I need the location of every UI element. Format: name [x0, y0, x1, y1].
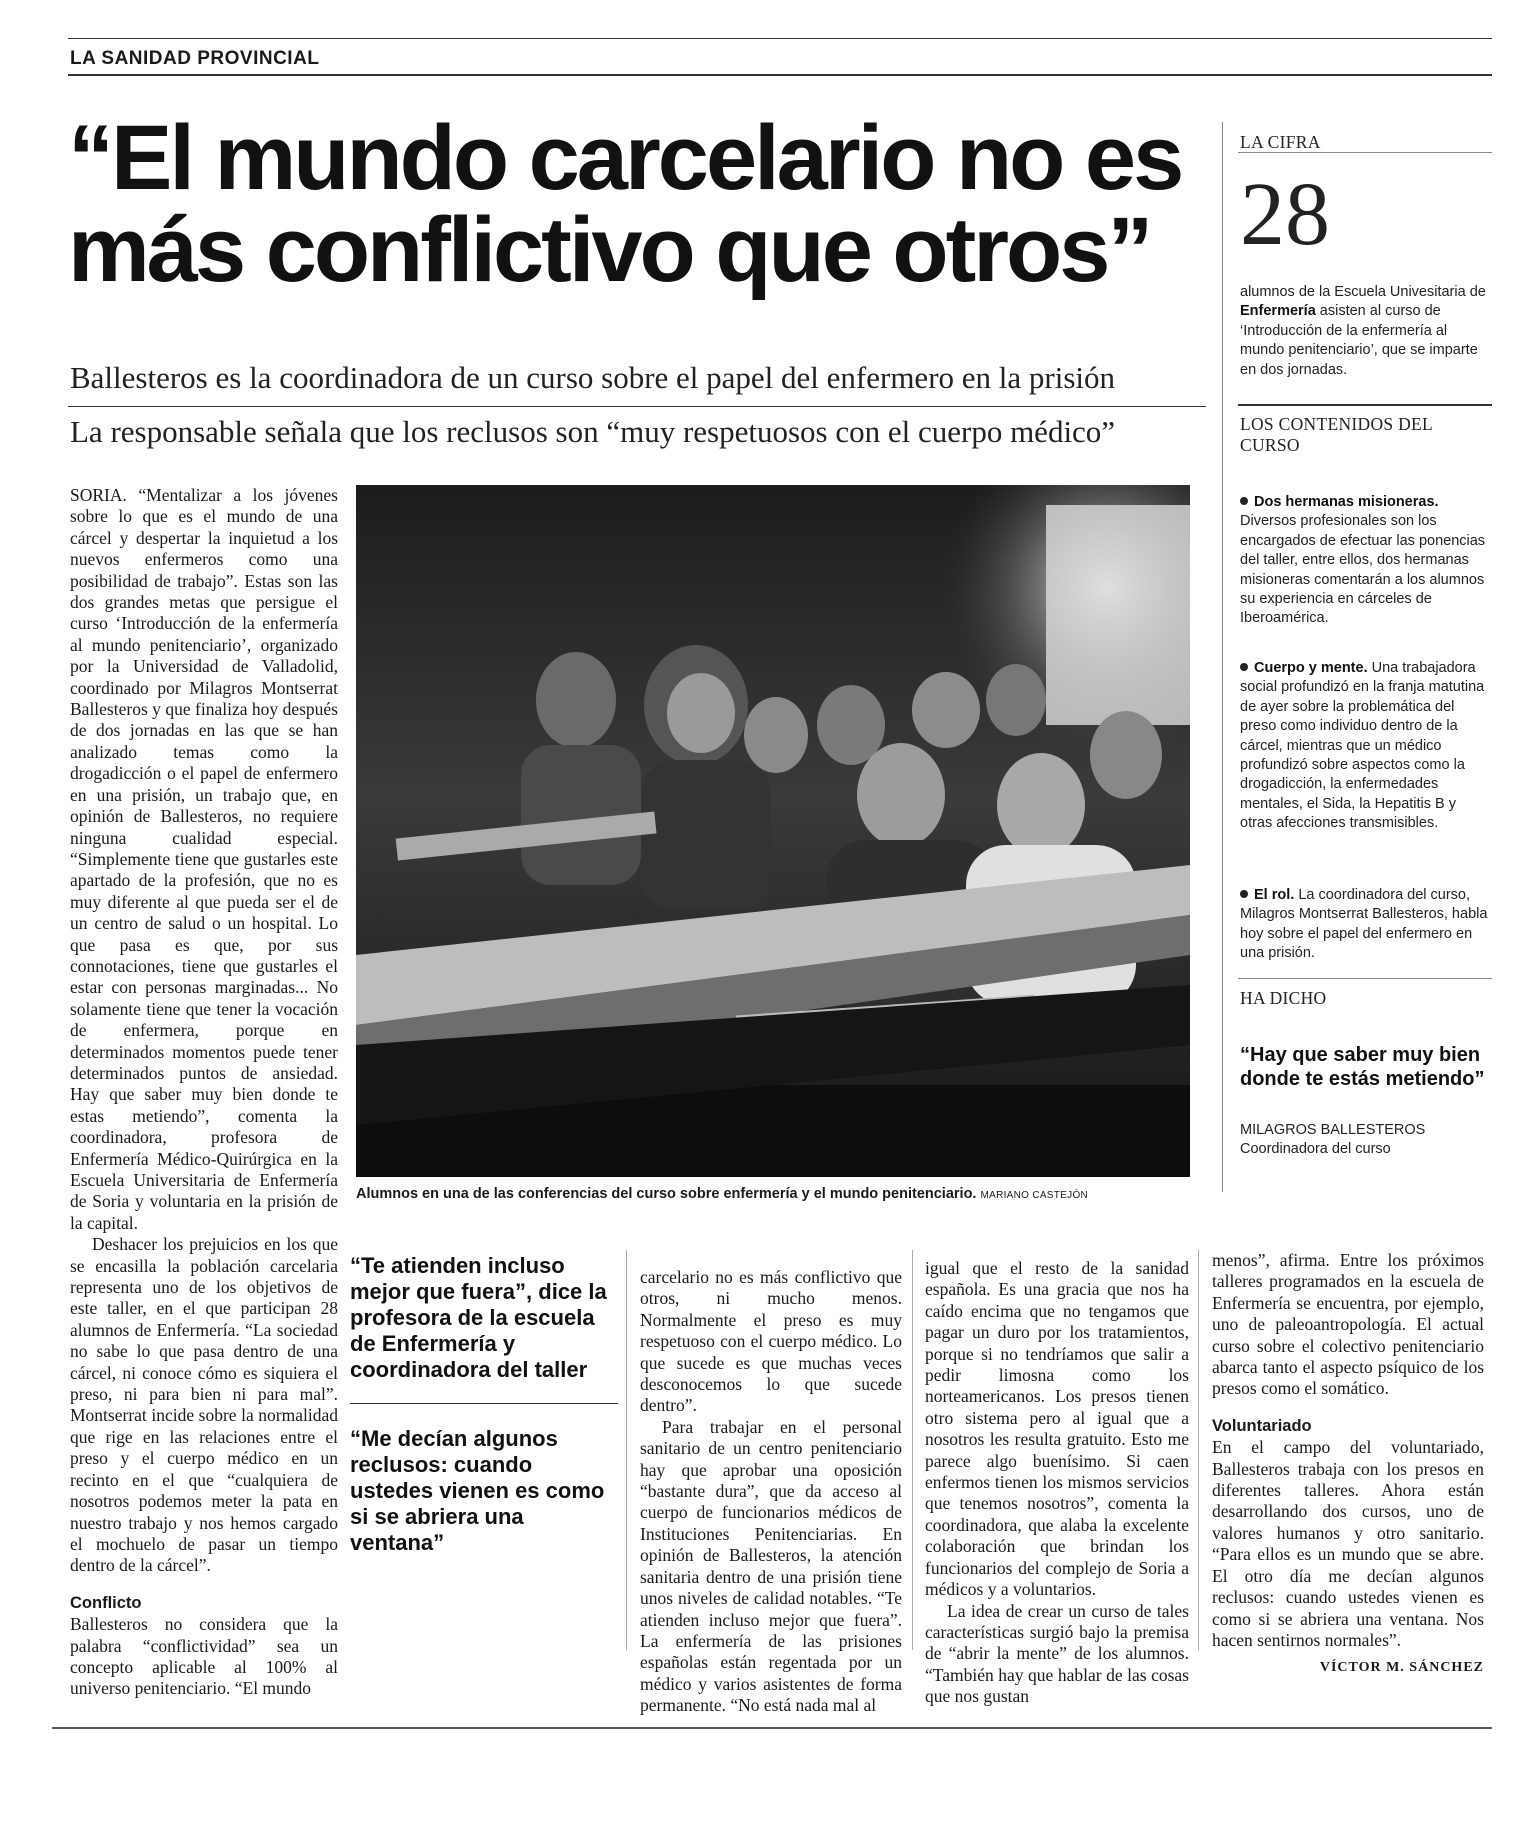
deck-line-2: La responsable señala que los reclusos son “muy respetuosos con el cuerpo médico”	[70, 414, 1116, 449]
paragraph: En el campo del voluntariado, Ballesteros trabaja con los presos en diferentes talleres. Ahora están desarrollando dos cursos, uno de valores humanos y otro sanitario. “Para ellos es un mundo que se abre. El otro día me decían algunos reclusos: cuando ustedes vienen es como si se abriera una ventana. Nos hacen sentirnos normales”.	[1212, 1437, 1484, 1650]
headline: “El mundo carcelario no es más conflictivo que otros”	[68, 107, 1182, 301]
paragraph: Ballesteros no considera que la palabra “conflictividad” sea un concepto aplicable al 100% al universo penitenciario. “El mundo	[70, 1614, 338, 1699]
paragraph: carcelario no es más conflictivo que otros, ni mucho menos. Normalmente el preso es muy respetuoso con el cuerpo médico. Lo que sucede es que muchas veces desconocemos lo que sucede dentro”.	[640, 1267, 902, 1416]
contenidos-rule	[1238, 404, 1492, 406]
hadicho-title: HA DICHO	[1240, 988, 1327, 1008]
column-1	[70, 485, 338, 1700]
hadicho-rule	[1238, 978, 1492, 979]
section-title: LA SANIDAD PROVINCIAL	[70, 48, 320, 69]
author-signature: VÍCTOR M. SÁNCHEZ	[1319, 1660, 1484, 1676]
sidebar-quote: “Hay que saber muy bien donde te estás metiendo”	[1240, 1044, 1485, 1090]
cifra-number: 28	[1240, 165, 1330, 264]
classroom-photo-image	[356, 485, 1190, 1177]
paragraph: SORIA. “Mentalizar a los jóvenes sobre lo que es el mundo de una cárcel y despertar la inquietud a los nuevos enfermeros como una posibilidad de trabajo”. Estas son las dos grandes metas que persigue el curso ‘Introducción de la enfermería al mundo penitenciario’, organizado por la Universidad de Valladolid, coordinado por Milagros Montserrat Ballesteros y que finaliza hoy después de dos jornadas en las que se han analizado temas como la drogadicción o el papel de enfermero en una prisión, un trabajo que, en opinión de Ballesteros, no requiere ninguna cualidad especial. “Simplemente tiene que gustarles este apartado de la profesión, que no es muy diferente al que pueda ser el de un centro de salud o un hospital. Lo que pasa es que, por sus connotaciones, tiene que gustarles el estar con personas marginadas... No solamente tiene que tener la vocación de enfermera, porque en determinados momentos puede tener determinados puntos de ansiedad. Hay que saber muy bien donde te estas metiendo”, comenta la coordinadora, profesora de Enfermería Médico-Quirúrgica en la Escuela Universitaria de Enfermería de Soria y voluntaria en la prisión de la capital.	[70, 485, 338, 1233]
bullet-icon	[1240, 890, 1248, 898]
contenido-item-1: Dos hermanas misioneras. Diversos profesionales son los encargados de efectuar las ponencias del taller, entre ellos, dos hermanas misioneras comentarán a los alumnos su experiencia en cárceles de Iberoamérica.	[1240, 494, 1486, 627]
sidebar-divider	[1222, 122, 1223, 1192]
photo-credit: MARIANO CASTEJÓN	[980, 1190, 1089, 1201]
contenido-item-2: Cuerpo y mente. Una trabajadora social profundizó en la franja matutina de ayer sobre la problemática del preso como individuo dentro de la cárcel, mientras que un médico profundizó sobre aspectos como la drogadicción, la enfermedades mentales, el Sida, la Hepatitis B y otras afecciones transmisibles.	[1240, 660, 1485, 832]
contenidos-title: LOS CONTENIDOS DEL CURSO	[1240, 414, 1433, 455]
caption-text: Alumnos en una de las conferencias del curso sobre enfermería y el mundo penitenciario.	[356, 1186, 977, 1202]
pullquote-1: “Te atienden incluso mejor que fuera”, dice la profesora de la escuela de Enfermería y coordinadora del taller	[350, 1253, 607, 1382]
paragraph: Para trabajar en el personal sanitario de un centro penitenciario hay que aprobar una oposición “bastante dura”, que da acceso al cuerpo de funcionarios médicos de Instituciones Penitenciarias. En opinión de Ballesteros, la atención sanitaria dentro de una prisión tiene unos niveles de calidad notables. “Te atienden incluso mejor que fuera”. La enfermería de las prisiones españolas están regentada por un médico y varios asistentes de forma permanente. “No está nada mal al	[640, 1416, 902, 1716]
section-rule	[68, 74, 1492, 76]
cifra-text: alumnos de la Escuela Univesitaria de Enfermería asisten al curso de ‘Introducción de la enfermería al mundo penitenciario’, que se imparte en dos jornadas.	[1240, 284, 1486, 378]
subhead-conflicto: Conflicto	[70, 1593, 142, 1612]
column-divider	[912, 1250, 913, 1650]
paragraph: menos”, afirma. Entre los próximos talleres programados en la escuela de Enfermería se encuentra, por ejemplo, uno de paleoantropología. El actual curso sobre el colectivo penitenciario abarca tanto el aspecto psíquico de los presos como el somático.	[1212, 1250, 1484, 1399]
pullquote-rule	[350, 1403, 618, 1404]
column-4	[925, 1258, 1189, 1708]
column-5	[1212, 1250, 1484, 1679]
bullet-icon	[1240, 663, 1248, 671]
quote-role: Coordinadora del curso	[1240, 1141, 1391, 1157]
cifra-rule	[1238, 152, 1492, 153]
deck-rule	[68, 406, 1206, 407]
paragraph: igual que el resto de la sanidad española. Es una gracia que nos ha caído encima que no tengamos que pagar un duro por los tratamientos, porque si no tendríamos que salir a pedir limosna como los norteamericanos. Los presos tienen otro sistema pero al igual que a nosotros les resulta gratuito. Esto me parece algo buenísimo. Si caen enfermos tienen los mismos servicios que tenemos nosotros”, comenta la coordinadora, que alaba la excelente colaboración que brindan los funcionarios del complejo de Soria a médicos y a voluntarios.	[925, 1258, 1189, 1600]
subhead-voluntariado: Voluntariado	[1212, 1416, 1312, 1435]
deck-line-1: Ballesteros es la coordinadora de un curso sobre el papel del enfermero en la prisión	[70, 360, 1116, 395]
paragraph: Deshacer los prejuicios en los que se encasilla la población carcelaria representa uno de los objetivos de este taller, en el que participan 28 alumnos de Enfermería. “La sociedad no sabe lo que pasa dentro de una cárcel, ni conoce cómo es siquiera el preso, ni para bien ni para mal”. Montserrat incide sobre la normalidad que rige en las relaciones entre el preso y el cuerpo médico en un recinto en el que “cualquiera de nosotros podemos meter la pata en nuestro trabajo y nos hemos cargado el mochuelo de pasar un tiempo dentro de la cárcel”.	[70, 1234, 338, 1576]
photo-caption	[356, 1186, 1236, 1202]
top-rule	[68, 38, 1492, 39]
classroom-photo	[356, 485, 1190, 1177]
column-3	[640, 1267, 902, 1717]
bullet-icon	[1240, 497, 1248, 505]
bottom-rule	[52, 1727, 1492, 1729]
quote-author: MILAGROS BALLESTEROS	[1240, 1122, 1426, 1138]
paragraph: La idea de crear un curso de tales características surgió bajo la premisa de “abrir la mente” de los alumnos. “También hay que hablar de las cosas que nos gustan	[925, 1600, 1189, 1707]
pullquote-2: “Me decían algunos reclusos: cuando ustedes vienen es como si se abriera una ventana”	[350, 1426, 605, 1555]
contenido-item-3: El rol. La coordinadora del curso, Milagros Montserrat Ballesteros, habla hoy sobre el papel del enfermero en una prisión.	[1240, 887, 1488, 962]
column-divider	[626, 1250, 627, 1650]
column-divider	[1198, 1250, 1199, 1650]
cifra-title: LA CIFRA	[1240, 132, 1321, 152]
